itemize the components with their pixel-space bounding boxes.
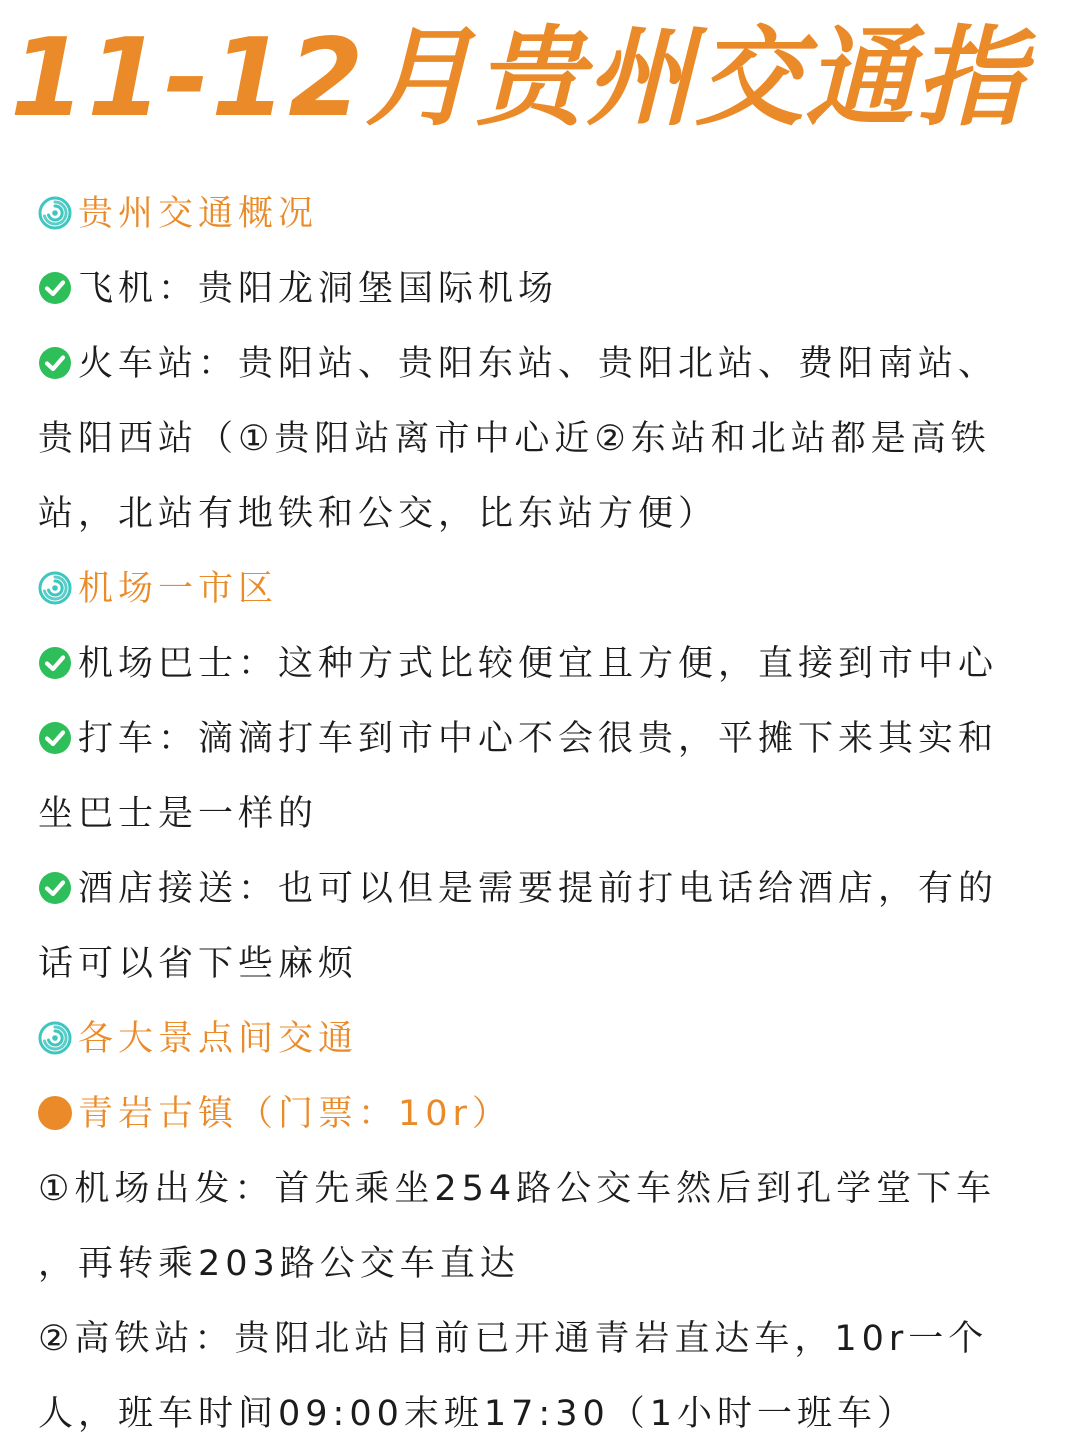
line-text: 酒店接送：也可以但是需要提前打电话给酒店，有的 — [78, 869, 999, 909]
line-text: 各大景点间交通 — [78, 1019, 359, 1059]
line-text: 贵阳西站（①贵阳站离市中心近②东站和北站都是高铁 — [38, 419, 991, 459]
line-text: 坐巴士是一样的 — [38, 794, 319, 834]
line-text: 打车：滴滴打车到市中心不会很贵，平摊下来其实和 — [78, 719, 999, 759]
text-line — [38, 402, 1048, 477]
line-text: ①机场出发：首先乘坐254路公交车然后到孔学堂下车 — [38, 1169, 997, 1209]
section-heading — [38, 1002, 1048, 1077]
check-icon — [38, 721, 72, 755]
section-heading — [38, 1077, 1048, 1152]
spiral-icon — [38, 1021, 72, 1055]
line-text: 飞机：贵阳龙洞堡国际机场 — [78, 269, 559, 309]
text-line — [38, 327, 1048, 402]
guide-content — [38, 177, 1048, 1452]
text-line — [38, 627, 1048, 702]
text-line — [38, 1227, 1048, 1302]
line-text: 火车站：贵阳站、贵阳东站、贵阳北站、费阳南站、 — [78, 344, 999, 384]
check-icon — [38, 646, 72, 680]
text-line — [38, 477, 1048, 552]
text-line — [38, 1152, 1048, 1227]
text-line — [38, 702, 1048, 777]
text-line — [38, 852, 1048, 927]
check-icon — [38, 871, 72, 905]
section-heading — [38, 552, 1048, 627]
line-text: ②高铁站：贵阳北站目前已开通青岩直达车，10r一个 — [38, 1319, 989, 1359]
line-text: 站，北站有地铁和公交，比东站方便） — [38, 494, 719, 534]
text-line — [38, 1377, 1048, 1452]
line-text: 话可以省下些麻烦 — [38, 944, 359, 984]
check-icon — [38, 271, 72, 305]
line-text: 贵州交通概况 — [78, 194, 319, 234]
orange-dot-icon — [38, 1096, 72, 1130]
text-line — [38, 927, 1048, 1002]
page-title: 11-12月贵州交通指 — [10, 16, 1026, 141]
text-line — [38, 252, 1048, 327]
line-text: 青岩古镇（门票：10r） — [78, 1094, 512, 1134]
line-text: ，再转乘203路公交车直达 — [38, 1244, 520, 1284]
check-icon — [38, 346, 72, 380]
text-line — [38, 777, 1048, 852]
line-text: 机场巴士：这种方式比较便宜且方便，直接到市中心 — [78, 644, 999, 684]
section-heading — [38, 177, 1048, 252]
line-text: 机场一市区 — [78, 569, 279, 609]
line-text: 人，班车时间09:00末班17:30（1小时一班车） — [38, 1394, 917, 1434]
text-line — [38, 1302, 1048, 1377]
spiral-icon — [38, 196, 72, 230]
spiral-icon — [38, 571, 72, 605]
